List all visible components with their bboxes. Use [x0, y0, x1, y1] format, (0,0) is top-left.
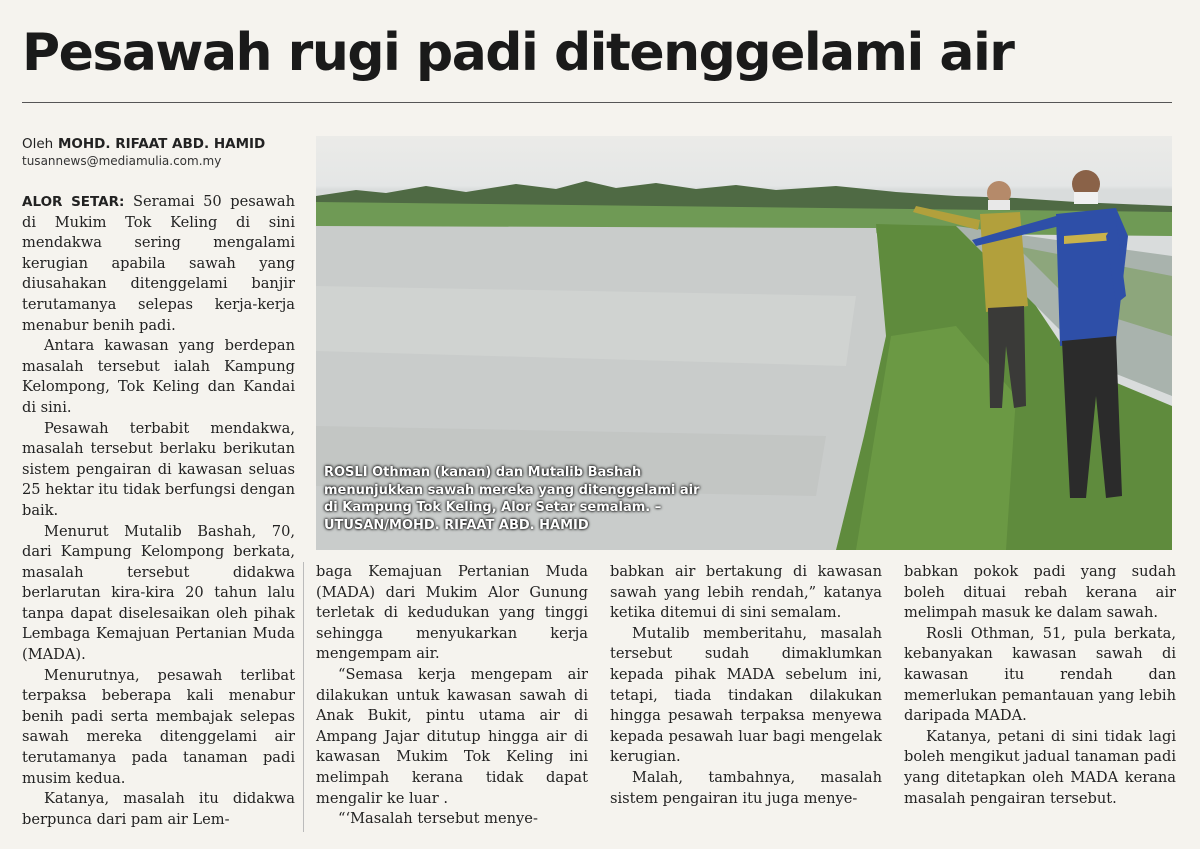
photo-caption: ROSLI Othman (kanan) dan Mutalib Bashah menunjukkan sawah mereka yang ditenggelami air di Kampung Tok Keling, Alor Setar semalam. – UTUSAN/MOHD. RIFAAT ABD. HAMID: [324, 465, 700, 533]
paragraph: baga Kemajuan Pertanian Muda (MADA) dari Mukim Alor Gunung terletak di kedudukan yang tinggi sehingga menyukarkan kerja mengempam air.: [316, 563, 588, 663]
byline-author: MOHD. RIFAAT ABD. HAMID: [57, 136, 266, 152]
paragraph: Katanya, masalah itu didakwa berpunca dari pam air Lem-: [22, 790, 295, 828]
paragraph: babkan pokok padi yang sudah boleh dituai rebah kerana air melimpah masuk ke dalam sawah.: [904, 563, 1176, 622]
headline: Pesawah rugi padi ditenggelami air: [22, 23, 1014, 83]
article-column-2: [316, 562, 588, 830]
article-photo: [316, 136, 1172, 550]
paragraph: Rosli Othman, 51, pula berkata, kebanyakan kawasan sawah di kawasan itu rendah dan memerlukan pemantauan yang lebih daripada MADA.: [904, 624, 1176, 725]
paragraph: babkan air bertakung di kawasan sawah yang lebih rendah,” katanya ketika ditemui di sini semalam.: [610, 563, 882, 622]
paragraph: Menurut Mutalib Bashah, 70, dari Kampung Kelompong berkata, masalah tersebut didakwa berlarutan kira-kira 20 tahun lalu tanpa dapat diselesaikan oleh pihak Lembaga Kemajuan Pertanian Muda (MADA).: [22, 522, 295, 664]
headline-rule: [22, 102, 1172, 103]
paragraph: Pesawah terbabit mendakwa, masalah tersebut berlaku berikutan sistem pengairan di kawasan seluas 25 hektar itu tidak berfungsi dengan baik.: [22, 419, 296, 519]
article-column-3: [610, 562, 882, 809]
byline-prefix: Oleh: [22, 136, 54, 152]
paragraph: “‘Masalah tersebut menye-: [338, 810, 538, 828]
paragraph: Malah, tambahnya, masalah sistem pengairan itu juga menye-: [610, 768, 882, 807]
paragraph: Antara kawasan yang berdepan masalah tersebut ialah Kampung Kelompong, Tok Keling dan Kandai di sini.: [22, 337, 295, 416]
paragraph-1: [22, 192, 295, 336]
paragraph: “Semasa kerja mengepam air dilakukan untuk kawasan sawah di Anak Bukit, pintu utama air di Ampang Jajar ditutup hingga air di kawasan Mukim Tok Keling ini melimpah kerana tidak dapat mengalir ke luar .: [316, 665, 588, 807]
author-email: tusannews@mediamulia.com.my: [22, 154, 222, 168]
byline: [22, 136, 302, 152]
paragraph-1-text: Seramai 50 pesawah di Mukim Tok Keling di sini mendakwa sering mengalami kerugian apabila sawah yang diusahakan ditenggelami banjir terutamanya selepas kerja-kerja menabur benih padi.: [22, 193, 295, 334]
article-column-4: [904, 562, 1176, 809]
dateline: ALOR SETAR:: [22, 194, 125, 210]
column-divider: [303, 562, 304, 832]
paragraph: Katanya, petani di sini tidak lagi boleh mengikut jadual tanaman padi yang ditetapkan oleh MADA kerana masalah pengairan tersebut.: [904, 727, 1176, 807]
paragraph: Menurutnya, pesawah terlibat terpaksa beberapa kali menabur benih padi serta membajak selepas sawah mereka ditenggelami air terutamanya pada tanaman padi musim kedua.: [22, 666, 295, 787]
article-column-1: [22, 192, 295, 830]
paragraph: Mutalib memberitahu, masalah tersebut sudah dimaklumkan kepada pihak MADA sebelum ini, tetapi, tiada tindakan dilakukan hingga pesawah terpaksa menyewa kepada pesawah luar bagi mengelak kerugian.: [610, 624, 882, 766]
